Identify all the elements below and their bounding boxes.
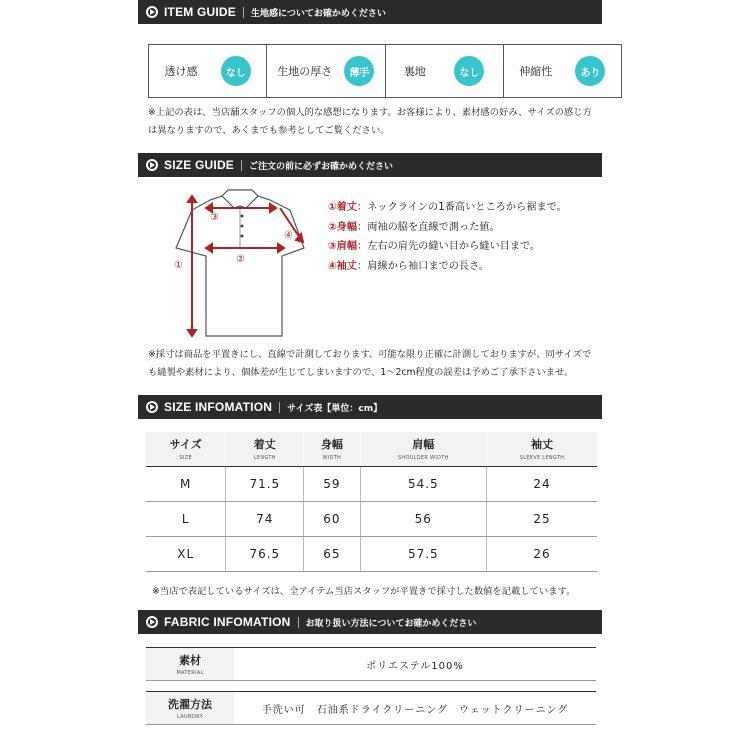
mark-length: ① [174,260,183,271]
mark-sleeve: ④ [284,230,293,241]
size-info-title: SIZE INFOMATION [164,400,273,414]
fabric-title: FABRIC INFOMATION [164,615,291,629]
legend-item [328,237,567,257]
size-guide-note [148,346,608,382]
table-cell: XL [146,536,226,571]
legend-key: ④袖丈 [328,260,358,272]
note-line: は異なりますので、あくまでも参考としてご覧ください。 [148,125,390,136]
guide-cell-transparency [149,45,267,97]
fabric-row-laundry [146,691,596,725]
guide-label: 裏地 [403,65,426,78]
col-width: 身幅 WIDTH [304,432,360,466]
legend-item [328,257,567,277]
fabric-row-material [146,647,596,681]
table-cell: 24 [487,466,597,501]
table-cell: 26 [487,536,597,571]
polo-shirt-diagram [170,186,310,342]
divider [241,160,242,171]
legend-desc: ：肩線から袖口までの長さ。 [357,260,490,272]
fabric-value: ポリエステル100% [366,660,464,672]
table-cell: 25 [487,501,597,536]
table-cell: 76.5 [226,536,304,571]
size-info-subtitle: サイズ表【単位：cm】 [287,403,383,414]
play-circle-icon [146,159,158,171]
guide-badge: あり [575,56,605,86]
size-guide-header [138,153,602,177]
item-guide-table [148,44,622,98]
fabric-key: 素材 MATERIAL [146,648,234,680]
size-table [146,432,597,572]
table-cell: 65 [304,536,360,571]
guide-cell-thickness [267,45,385,97]
table-cell: 60 [304,501,360,536]
table-cell: 71.5 [226,466,304,501]
play-circle-icon [146,616,158,628]
guide-label: 透け感 [164,65,198,78]
divider [279,402,280,413]
table-cell: 54.5 [360,466,487,501]
table-cell: M [146,466,226,501]
table-cell: L [146,501,226,536]
table-row [146,466,597,501]
size-info-header [138,395,602,419]
guide-label: 伸縮性 [519,65,553,78]
button [241,225,244,228]
legend-key: ③肩幅 [328,241,358,252]
legend-desc: ：左右の肩先の縫い目から縫い目まで。 [357,241,541,252]
legend-item [328,198,567,218]
table-cell: 56 [360,501,487,536]
legend-desc: ：両袖の脇を直線で測った値。 [357,221,500,233]
size-legend [328,198,567,276]
col-sleeve: 袖丈 SLEEVE LENGTH [487,432,597,466]
guide-cell-stretch [504,45,621,97]
play-circle-icon [146,6,158,18]
button [241,235,244,238]
size-guide-subtitle: ご注文の前に必ずお確かめください [249,161,394,172]
guide-badge: なし [454,56,484,86]
button [241,215,244,218]
col-shoulder: 肩幅 SHOULDER WIDTH [360,432,487,466]
legend-desc: ：ネックラインの1番高いところから裾まで。 [357,202,567,213]
arrow-head [188,196,196,202]
item-guide-subtitle: 生地感についてお確かめください [251,8,386,19]
guide-badge: 薄手 [344,56,374,86]
fabric-subtitle: お取り扱い方法についてお確かめください [305,618,477,629]
arrow-head [188,330,196,336]
size-guide-title: SIZE GUIDE [164,158,235,172]
item-guide-title: ITEM GUIDE [164,5,237,19]
fabric-key: 洗濯方法 LAUNDRY [146,692,234,724]
guide-badge: なし [221,56,251,86]
legend-item [328,218,567,238]
col-length: 着丈 LENGTH [226,432,304,466]
divider [298,617,299,628]
legend-key: ①着丈 [328,202,358,213]
guide-cell-lining [386,45,504,97]
table-header-row [146,432,597,466]
play-circle-icon [146,401,158,413]
divider [243,7,244,18]
table-row [146,536,597,571]
col-size: サイズ SIZE [146,432,226,466]
table-row [146,501,597,536]
note-line: ※採寸は商品を平置きにし、直線で計測しております。可能な限り正確に計測しておりますが、同サイズで [148,349,592,360]
fabric-header [138,610,602,634]
table-cell: 74 [226,501,304,536]
size-info-note: ※当店で表記しているサイズは、全アイテム当店スタッフが平置きで採寸した数値を記載しています。 [152,586,576,597]
fabric-value: 手洗い可 石油系ドライクリーニング ウェットクリーニング [261,704,569,716]
note-line: も縫製や素材により、個体差が生じてしまいますので、1〜2cm程度の誤差は予めご了承下さいませ。 [148,367,574,378]
note-line: ※上記の表は、当店舗スタッフの個人的な感想になります。お客様により、素材感の好み、サイズの感じ方 [148,107,592,118]
mark-shoulder: ③ [210,212,219,223]
legend-key: ②身幅 [328,221,358,233]
item-guide-header [138,0,602,24]
mark-width: ② [236,254,245,265]
item-guide-note [148,104,608,140]
guide-label: 生地の厚さ [277,65,333,78]
table-cell: 59 [304,466,360,501]
table-cell: 57.5 [360,536,487,571]
